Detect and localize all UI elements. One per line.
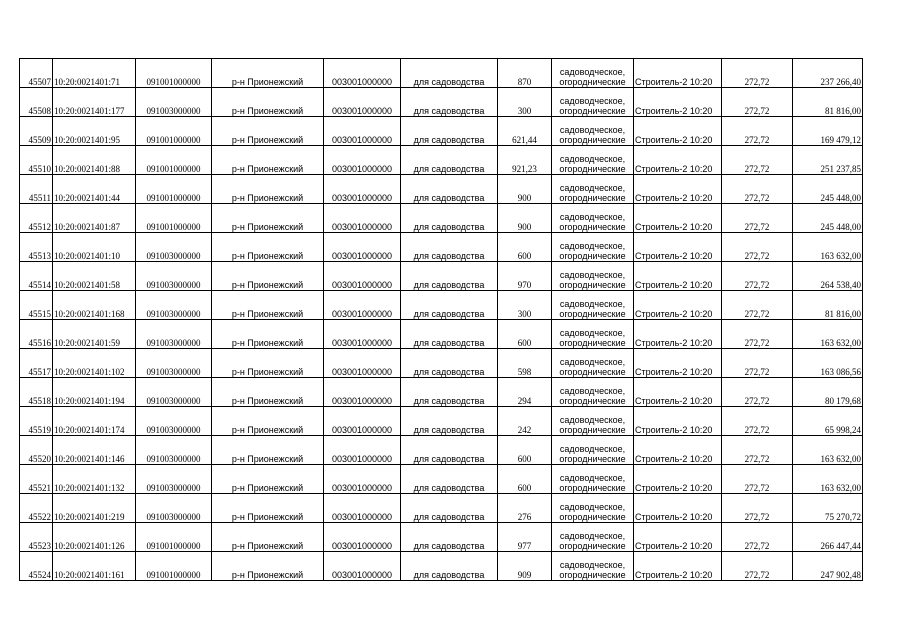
permitted-use-line-1: садоводческое, bbox=[559, 560, 626, 570]
cadastral-number: 10:20:0021401:71 bbox=[53, 59, 136, 88]
location: Строитель-2 10:20 bbox=[634, 262, 722, 291]
rate: 272,72 bbox=[722, 59, 793, 88]
land-purpose: для садоводства bbox=[401, 465, 498, 494]
code-1: 091003000000 bbox=[136, 494, 212, 523]
area: 276 bbox=[498, 494, 552, 523]
code-2: 003001000000 bbox=[324, 436, 401, 465]
cadastral-number: 10:20:0021401:219 bbox=[53, 494, 136, 523]
code-2: 003001000000 bbox=[324, 407, 401, 436]
cadastral-value: 75 270,72 bbox=[793, 494, 863, 523]
permitted-use bbox=[552, 552, 634, 581]
record-number: 45509 bbox=[20, 117, 53, 146]
rate: 272,72 bbox=[722, 146, 793, 175]
area: 921,23 bbox=[498, 146, 552, 175]
permitted-use-line-1: садоводческое, bbox=[559, 212, 626, 222]
cadastral-value: 163 632,00 bbox=[793, 436, 863, 465]
code-2: 003001000000 bbox=[324, 88, 401, 117]
permitted-use bbox=[552, 117, 634, 146]
code-2: 003001000000 bbox=[324, 175, 401, 204]
permitted-use-line-1: садоводческое, bbox=[559, 473, 626, 483]
permitted-use-line-2: огороднические bbox=[559, 164, 626, 174]
permitted-use bbox=[552, 291, 634, 320]
table-row bbox=[20, 291, 863, 320]
area: 870 bbox=[498, 59, 552, 88]
permitted-use bbox=[552, 175, 634, 204]
permitted-use-line-2: огороднические bbox=[559, 454, 626, 464]
rate: 272,72 bbox=[722, 175, 793, 204]
code-1: 091001000000 bbox=[136, 204, 212, 233]
land-purpose: для садоводства bbox=[401, 436, 498, 465]
permitted-use-line-2: огороднические bbox=[559, 280, 626, 290]
location: Строитель-2 10:20 bbox=[634, 320, 722, 349]
code-2: 003001000000 bbox=[324, 465, 401, 494]
permitted-use bbox=[552, 204, 634, 233]
record-number: 45519 bbox=[20, 407, 53, 436]
district: р-н Прионежский bbox=[212, 378, 324, 407]
table-row bbox=[20, 88, 863, 117]
location: Строитель-2 10:20 bbox=[634, 88, 722, 117]
permitted-use bbox=[552, 407, 634, 436]
permitted-use bbox=[552, 320, 634, 349]
land-purpose: для садоводства bbox=[401, 407, 498, 436]
record-number: 45514 bbox=[20, 262, 53, 291]
permitted-use-line-2: огороднические bbox=[559, 512, 626, 522]
district: р-н Прионежский bbox=[212, 88, 324, 117]
table-row bbox=[20, 436, 863, 465]
location: Строитель-2 10:20 bbox=[634, 146, 722, 175]
location: Строитель-2 10:20 bbox=[634, 291, 722, 320]
land-purpose: для садоводства bbox=[401, 523, 498, 552]
table-row bbox=[20, 378, 863, 407]
rate: 272,72 bbox=[722, 436, 793, 465]
area: 909 bbox=[498, 552, 552, 581]
code-1: 091003000000 bbox=[136, 349, 212, 378]
area: 300 bbox=[498, 88, 552, 117]
permitted-use-line-2: огороднические bbox=[559, 338, 626, 348]
table-row bbox=[20, 320, 863, 349]
permitted-use-line-1: садоводческое, bbox=[559, 125, 626, 135]
table-row bbox=[20, 262, 863, 291]
district: р-н Прионежский bbox=[212, 349, 324, 378]
area: 621,44 bbox=[498, 117, 552, 146]
permitted-use-line-2: огороднические bbox=[559, 222, 626, 232]
cadastral-value: 80 179,68 bbox=[793, 378, 863, 407]
area: 300 bbox=[498, 291, 552, 320]
code-2: 003001000000 bbox=[324, 320, 401, 349]
district: р-н Прионежский bbox=[212, 407, 324, 436]
permitted-use-line-1: садоводческое, bbox=[559, 502, 626, 512]
cadastral-value: 81 816,00 bbox=[793, 291, 863, 320]
permitted-use bbox=[552, 523, 634, 552]
cadastral-value: 251 237,85 bbox=[793, 146, 863, 175]
district: р-н Прионежский bbox=[212, 494, 324, 523]
rate: 272,72 bbox=[722, 262, 793, 291]
land-purpose: для садоводства bbox=[401, 262, 498, 291]
permitted-use-line-1: садоводческое, bbox=[559, 183, 626, 193]
code-1: 091001000000 bbox=[136, 117, 212, 146]
code-2: 003001000000 bbox=[324, 146, 401, 175]
cadastral-value: 163 632,00 bbox=[793, 465, 863, 494]
cadastral-value: 266 447,44 bbox=[793, 523, 863, 552]
permitted-use bbox=[552, 59, 634, 88]
cadastral-number: 10:20:0021401:10 bbox=[53, 233, 136, 262]
rate: 272,72 bbox=[722, 407, 793, 436]
permitted-use-line-1: садоводческое, bbox=[559, 415, 626, 425]
rate: 272,72 bbox=[722, 233, 793, 262]
location: Строитель-2 10:20 bbox=[634, 407, 722, 436]
code-1: 091001000000 bbox=[136, 175, 212, 204]
land-purpose: для садоводства bbox=[401, 88, 498, 117]
land-purpose: для садоводства bbox=[401, 320, 498, 349]
cadastral-value: 237 266,40 bbox=[793, 59, 863, 88]
permitted-use-line-1: садоводческое, bbox=[559, 96, 626, 106]
code-1: 091003000000 bbox=[136, 88, 212, 117]
permitted-use bbox=[552, 436, 634, 465]
code-1: 091001000000 bbox=[136, 59, 212, 88]
permitted-use bbox=[552, 146, 634, 175]
permitted-use-line-1: садоводческое, bbox=[559, 328, 626, 338]
permitted-use bbox=[552, 494, 634, 523]
area: 900 bbox=[498, 175, 552, 204]
code-2: 003001000000 bbox=[324, 117, 401, 146]
permitted-use-line-1: садоводческое, bbox=[559, 444, 626, 454]
area: 600 bbox=[498, 233, 552, 262]
table-row bbox=[20, 146, 863, 175]
land-purpose: для садоводства bbox=[401, 494, 498, 523]
area: 600 bbox=[498, 436, 552, 465]
rate: 272,72 bbox=[722, 523, 793, 552]
rate: 272,72 bbox=[722, 291, 793, 320]
cadastral-number: 10:20:0021401:126 bbox=[53, 523, 136, 552]
area: 977 bbox=[498, 523, 552, 552]
code-2: 003001000000 bbox=[324, 204, 401, 233]
code-2: 003001000000 bbox=[324, 494, 401, 523]
cadastral-number: 10:20:0021401:59 bbox=[53, 320, 136, 349]
location: Строитель-2 10:20 bbox=[634, 175, 722, 204]
area: 294 bbox=[498, 378, 552, 407]
location: Строитель-2 10:20 bbox=[634, 378, 722, 407]
permitted-use-line-2: огороднические bbox=[559, 483, 626, 493]
permitted-use-line-1: садоводческое, bbox=[559, 299, 626, 309]
table-row bbox=[20, 233, 863, 262]
rate: 272,72 bbox=[722, 494, 793, 523]
permitted-use-line-1: садоводческое, bbox=[559, 270, 626, 280]
rate: 272,72 bbox=[722, 320, 793, 349]
district: р-н Прионежский bbox=[212, 117, 324, 146]
cadastral-number: 10:20:0021401:177 bbox=[53, 88, 136, 117]
location: Строитель-2 10:20 bbox=[634, 204, 722, 233]
cadastral-number: 10:20:0021401:44 bbox=[53, 175, 136, 204]
record-number: 45507 bbox=[20, 59, 53, 88]
cadastral-number: 10:20:0021401:95 bbox=[53, 117, 136, 146]
permitted-use-line-2: огороднические bbox=[559, 106, 626, 116]
table-row bbox=[20, 494, 863, 523]
record-number: 45511 bbox=[20, 175, 53, 204]
area: 970 bbox=[498, 262, 552, 291]
cadastral-value: 163 632,00 bbox=[793, 233, 863, 262]
table-row bbox=[20, 552, 863, 581]
cadastral-value: 163 086,56 bbox=[793, 349, 863, 378]
rate: 272,72 bbox=[722, 378, 793, 407]
area: 598 bbox=[498, 349, 552, 378]
land-purpose: для садоводства bbox=[401, 59, 498, 88]
land-purpose: для садоводства bbox=[401, 175, 498, 204]
code-2: 003001000000 bbox=[324, 233, 401, 262]
code-2: 003001000000 bbox=[324, 291, 401, 320]
land-purpose: для садоводства bbox=[401, 291, 498, 320]
record-number: 45515 bbox=[20, 291, 53, 320]
permitted-use-line-1: садоводческое, bbox=[559, 386, 626, 396]
code-2: 003001000000 bbox=[324, 262, 401, 291]
cadastral-value: 264 538,40 bbox=[793, 262, 863, 291]
code-1: 091003000000 bbox=[136, 320, 212, 349]
cadastral-value: 163 632,00 bbox=[793, 320, 863, 349]
permitted-use-line-2: огороднические bbox=[559, 193, 626, 203]
cadastral-number: 10:20:0021401:168 bbox=[53, 291, 136, 320]
district: р-н Прионежский bbox=[212, 465, 324, 494]
land-purpose: для садоводства bbox=[401, 233, 498, 262]
table-row bbox=[20, 204, 863, 233]
permitted-use bbox=[552, 233, 634, 262]
land-purpose: для садоводства bbox=[401, 146, 498, 175]
rate: 272,72 bbox=[722, 349, 793, 378]
record-number: 45508 bbox=[20, 88, 53, 117]
district: р-н Прионежский bbox=[212, 146, 324, 175]
permitted-use-line-2: огороднические bbox=[559, 425, 626, 435]
location: Строитель-2 10:20 bbox=[634, 523, 722, 552]
permitted-use-line-2: огороднические bbox=[559, 396, 626, 406]
permitted-use bbox=[552, 465, 634, 494]
cadastral-number: 10:20:0021401:87 bbox=[53, 204, 136, 233]
cadastral-number: 10:20:0021401:161 bbox=[53, 552, 136, 581]
location: Строитель-2 10:20 bbox=[634, 465, 722, 494]
rate: 272,72 bbox=[722, 552, 793, 581]
code-2: 003001000000 bbox=[324, 523, 401, 552]
cadastral-value: 65 998,24 bbox=[793, 407, 863, 436]
land-purpose: для садоводства bbox=[401, 204, 498, 233]
rate: 272,72 bbox=[722, 88, 793, 117]
area: 242 bbox=[498, 407, 552, 436]
code-1: 091001000000 bbox=[136, 523, 212, 552]
code-2: 003001000000 bbox=[324, 59, 401, 88]
rate: 272,72 bbox=[722, 465, 793, 494]
location: Строитель-2 10:20 bbox=[634, 349, 722, 378]
cadastral-number: 10:20:0021401:88 bbox=[53, 146, 136, 175]
table-row bbox=[20, 175, 863, 204]
record-number: 45522 bbox=[20, 494, 53, 523]
code-1: 091003000000 bbox=[136, 378, 212, 407]
record-number: 45517 bbox=[20, 349, 53, 378]
record-number: 45512 bbox=[20, 204, 53, 233]
cadastral-number: 10:20:0021401:58 bbox=[53, 262, 136, 291]
district: р-н Прионежский bbox=[212, 320, 324, 349]
cadastral-number: 10:20:0021401:146 bbox=[53, 436, 136, 465]
code-1: 091003000000 bbox=[136, 436, 212, 465]
record-number: 45516 bbox=[20, 320, 53, 349]
permitted-use-line-1: садоводческое, bbox=[559, 531, 626, 541]
permitted-use-line-2: огороднические bbox=[559, 541, 626, 551]
table-row bbox=[20, 465, 863, 494]
cadastral-value: 169 479,12 bbox=[793, 117, 863, 146]
location: Строитель-2 10:20 bbox=[634, 233, 722, 262]
permitted-use bbox=[552, 262, 634, 291]
permitted-use-line-1: садоводческое, bbox=[559, 357, 626, 367]
cadastral-value: 245 448,00 bbox=[793, 204, 863, 233]
code-2: 003001000000 bbox=[324, 349, 401, 378]
rate: 272,72 bbox=[722, 204, 793, 233]
cadastral-value: 247 902,48 bbox=[793, 552, 863, 581]
cadastral-number: 10:20:0021401:174 bbox=[53, 407, 136, 436]
location: Строитель-2 10:20 bbox=[634, 436, 722, 465]
cadastral-value: 245 448,00 bbox=[793, 175, 863, 204]
district: р-н Прионежский bbox=[212, 436, 324, 465]
table-row bbox=[20, 349, 863, 378]
area: 600 bbox=[498, 320, 552, 349]
permitted-use-line-1: садоводческое, bbox=[559, 241, 626, 251]
code-2: 003001000000 bbox=[324, 552, 401, 581]
district: р-н Прионежский bbox=[212, 523, 324, 552]
permitted-use-line-2: огороднические bbox=[559, 570, 626, 580]
permitted-use-line-1: садоводческое, bbox=[559, 67, 626, 77]
code-2: 003001000000 bbox=[324, 378, 401, 407]
record-number: 45521 bbox=[20, 465, 53, 494]
code-1: 091003000000 bbox=[136, 233, 212, 262]
area: 600 bbox=[498, 465, 552, 494]
land-purpose: для садоводства bbox=[401, 552, 498, 581]
code-1: 091003000000 bbox=[136, 465, 212, 494]
location: Строитель-2 10:20 bbox=[634, 552, 722, 581]
permitted-use-line-2: огороднические bbox=[559, 309, 626, 319]
permitted-use bbox=[552, 88, 634, 117]
district: р-н Прионежский bbox=[212, 233, 324, 262]
permitted-use bbox=[552, 349, 634, 378]
record-number: 45510 bbox=[20, 146, 53, 175]
table-row bbox=[20, 117, 863, 146]
district: р-н Прионежский bbox=[212, 291, 324, 320]
district: р-н Прионежский bbox=[212, 552, 324, 581]
land-purpose: для садоводства bbox=[401, 117, 498, 146]
permitted-use-line-2: огороднические bbox=[559, 367, 626, 377]
code-1: 091003000000 bbox=[136, 262, 212, 291]
land-purpose: для садоводства bbox=[401, 378, 498, 407]
code-1: 091003000000 bbox=[136, 291, 212, 320]
permitted-use-line-1: садоводческое, bbox=[559, 154, 626, 164]
record-number: 45523 bbox=[20, 523, 53, 552]
district: р-н Прионежский bbox=[212, 175, 324, 204]
record-number: 45513 bbox=[20, 233, 53, 262]
record-number: 45520 bbox=[20, 436, 53, 465]
rate: 272,72 bbox=[722, 117, 793, 146]
permitted-use-line-2: огороднические bbox=[559, 251, 626, 261]
code-1: 091001000000 bbox=[136, 146, 212, 175]
district: р-н Прионежский bbox=[212, 204, 324, 233]
permitted-use-line-2: огороднические bbox=[559, 135, 626, 145]
location: Строитель-2 10:20 bbox=[634, 59, 722, 88]
land-purpose: для садоводства bbox=[401, 349, 498, 378]
area: 900 bbox=[498, 204, 552, 233]
cadastral-number: 10:20:0021401:102 bbox=[53, 349, 136, 378]
district: р-н Прионежский bbox=[212, 262, 324, 291]
code-1: 091003000000 bbox=[136, 407, 212, 436]
location: Строитель-2 10:20 bbox=[634, 117, 722, 146]
table-row bbox=[20, 59, 863, 88]
location: Строитель-2 10:20 bbox=[634, 494, 722, 523]
land-registry-table bbox=[19, 58, 863, 581]
table-row bbox=[20, 407, 863, 436]
record-number: 45518 bbox=[20, 378, 53, 407]
cadastral-number: 10:20:0021401:132 bbox=[53, 465, 136, 494]
record-number: 45524 bbox=[20, 552, 53, 581]
district: р-н Прионежский bbox=[212, 59, 324, 88]
table-row bbox=[20, 523, 863, 552]
cadastral-value: 81 816,00 bbox=[793, 88, 863, 117]
permitted-use bbox=[552, 378, 634, 407]
permitted-use-line-2: огороднические bbox=[559, 77, 626, 87]
cadastral-number: 10:20:0021401:194 bbox=[53, 378, 136, 407]
table-body bbox=[20, 59, 863, 581]
code-1: 091001000000 bbox=[136, 552, 212, 581]
